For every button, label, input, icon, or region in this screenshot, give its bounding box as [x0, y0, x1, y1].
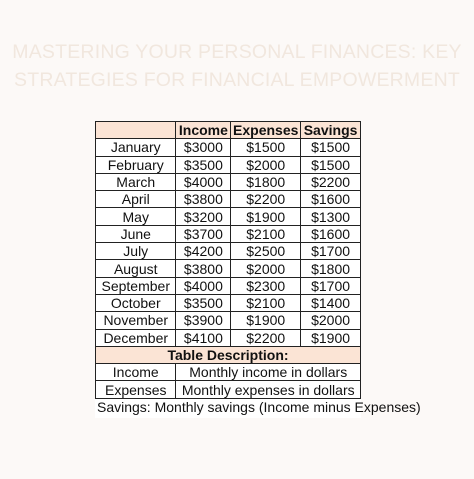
- header-cell-expenses: Expenses: [231, 122, 301, 139]
- income-cell: $3800: [176, 260, 231, 277]
- savings-cell: $1500: [301, 156, 361, 173]
- savings-cell: $1500: [301, 139, 361, 156]
- month-cell: January: [96, 139, 176, 156]
- savings-cell: $1900: [301, 329, 361, 346]
- header-cell-blank: [96, 122, 176, 139]
- income-cell: $3200: [176, 208, 231, 225]
- description-term: Expenses: [96, 381, 176, 398]
- expenses-cell: $1900: [231, 208, 301, 225]
- table-row: [96, 329, 361, 346]
- table-row: [96, 156, 361, 173]
- savings-cell: $2000: [301, 312, 361, 329]
- expenses-cell: $2300: [231, 277, 301, 294]
- description-heading-row: [96, 346, 361, 363]
- savings-cell: $1600: [301, 225, 361, 242]
- table-row: [96, 139, 361, 156]
- description-heading: Table Description:: [96, 346, 361, 363]
- month-cell: September: [96, 277, 176, 294]
- table-row: [96, 294, 361, 311]
- expenses-cell: $2100: [231, 225, 301, 242]
- table-row: [96, 191, 361, 208]
- table-row: [96, 277, 361, 294]
- description-definition: Monthly income in dollars: [176, 364, 361, 381]
- table-row: [96, 208, 361, 225]
- table-row: [96, 225, 361, 242]
- month-cell: March: [96, 173, 176, 190]
- income-cell: $3700: [176, 225, 231, 242]
- expenses-cell: $2000: [231, 260, 301, 277]
- description-term: Income: [96, 364, 176, 381]
- savings-cell: $1700: [301, 243, 361, 260]
- expenses-cell: $2200: [231, 191, 301, 208]
- table-row: [96, 312, 361, 329]
- title-line-2: STRATEGIES FOR FINANCIAL EMPOWERMENT: [14, 69, 460, 91]
- savings-cell: $2200: [301, 173, 361, 190]
- savings-cell: $1300: [301, 208, 361, 225]
- table-row: [96, 260, 361, 277]
- income-cell: $3000: [176, 139, 231, 156]
- table-row: [96, 173, 361, 190]
- month-cell: July: [96, 243, 176, 260]
- expenses-cell: $1900: [231, 312, 301, 329]
- table-row: [96, 243, 361, 260]
- month-cell: August: [96, 260, 176, 277]
- header-cell-savings: Savings: [301, 122, 361, 139]
- description-definition: Monthly expenses in dollars: [176, 381, 361, 398]
- income-cell: $3500: [176, 294, 231, 311]
- title-line-1: MASTERING YOUR PERSONAL FINANCES: KEY: [12, 41, 462, 63]
- description-row: [96, 381, 361, 398]
- month-cell: December: [96, 329, 176, 346]
- income-cell: $3500: [176, 156, 231, 173]
- month-cell: October: [96, 294, 176, 311]
- income-cell: $4000: [176, 173, 231, 190]
- finance-table-sheet: [95, 121, 421, 418]
- expenses-cell: $2200: [231, 329, 301, 346]
- page-title: [0, 38, 474, 94]
- description-row: [96, 364, 361, 381]
- savings-cell: $1700: [301, 277, 361, 294]
- table-header-row: [96, 122, 361, 139]
- expenses-cell: $1800: [231, 173, 301, 190]
- expenses-cell: $2500: [231, 243, 301, 260]
- savings-cell: $1600: [301, 191, 361, 208]
- savings-cell: $1400: [301, 294, 361, 311]
- income-cell: $4200: [176, 243, 231, 260]
- savings-cell: $1800: [301, 260, 361, 277]
- month-cell: April: [96, 191, 176, 208]
- expenses-cell: $1500: [231, 139, 301, 156]
- income-cell: $3800: [176, 191, 231, 208]
- month-cell: May: [96, 208, 176, 225]
- savings-footnote: Savings: Monthly savings (Income minus Expenses): [97, 399, 421, 415]
- monthly-finance-table: [95, 121, 361, 399]
- month-cell: February: [96, 156, 176, 173]
- month-cell: June: [96, 225, 176, 242]
- income-cell: $4000: [176, 277, 231, 294]
- header-cell-income: Income: [176, 122, 231, 139]
- expenses-cell: $2100: [231, 294, 301, 311]
- income-cell: $3900: [176, 312, 231, 329]
- month-cell: November: [96, 312, 176, 329]
- expenses-cell: $2000: [231, 156, 301, 173]
- income-cell: $4100: [176, 329, 231, 346]
